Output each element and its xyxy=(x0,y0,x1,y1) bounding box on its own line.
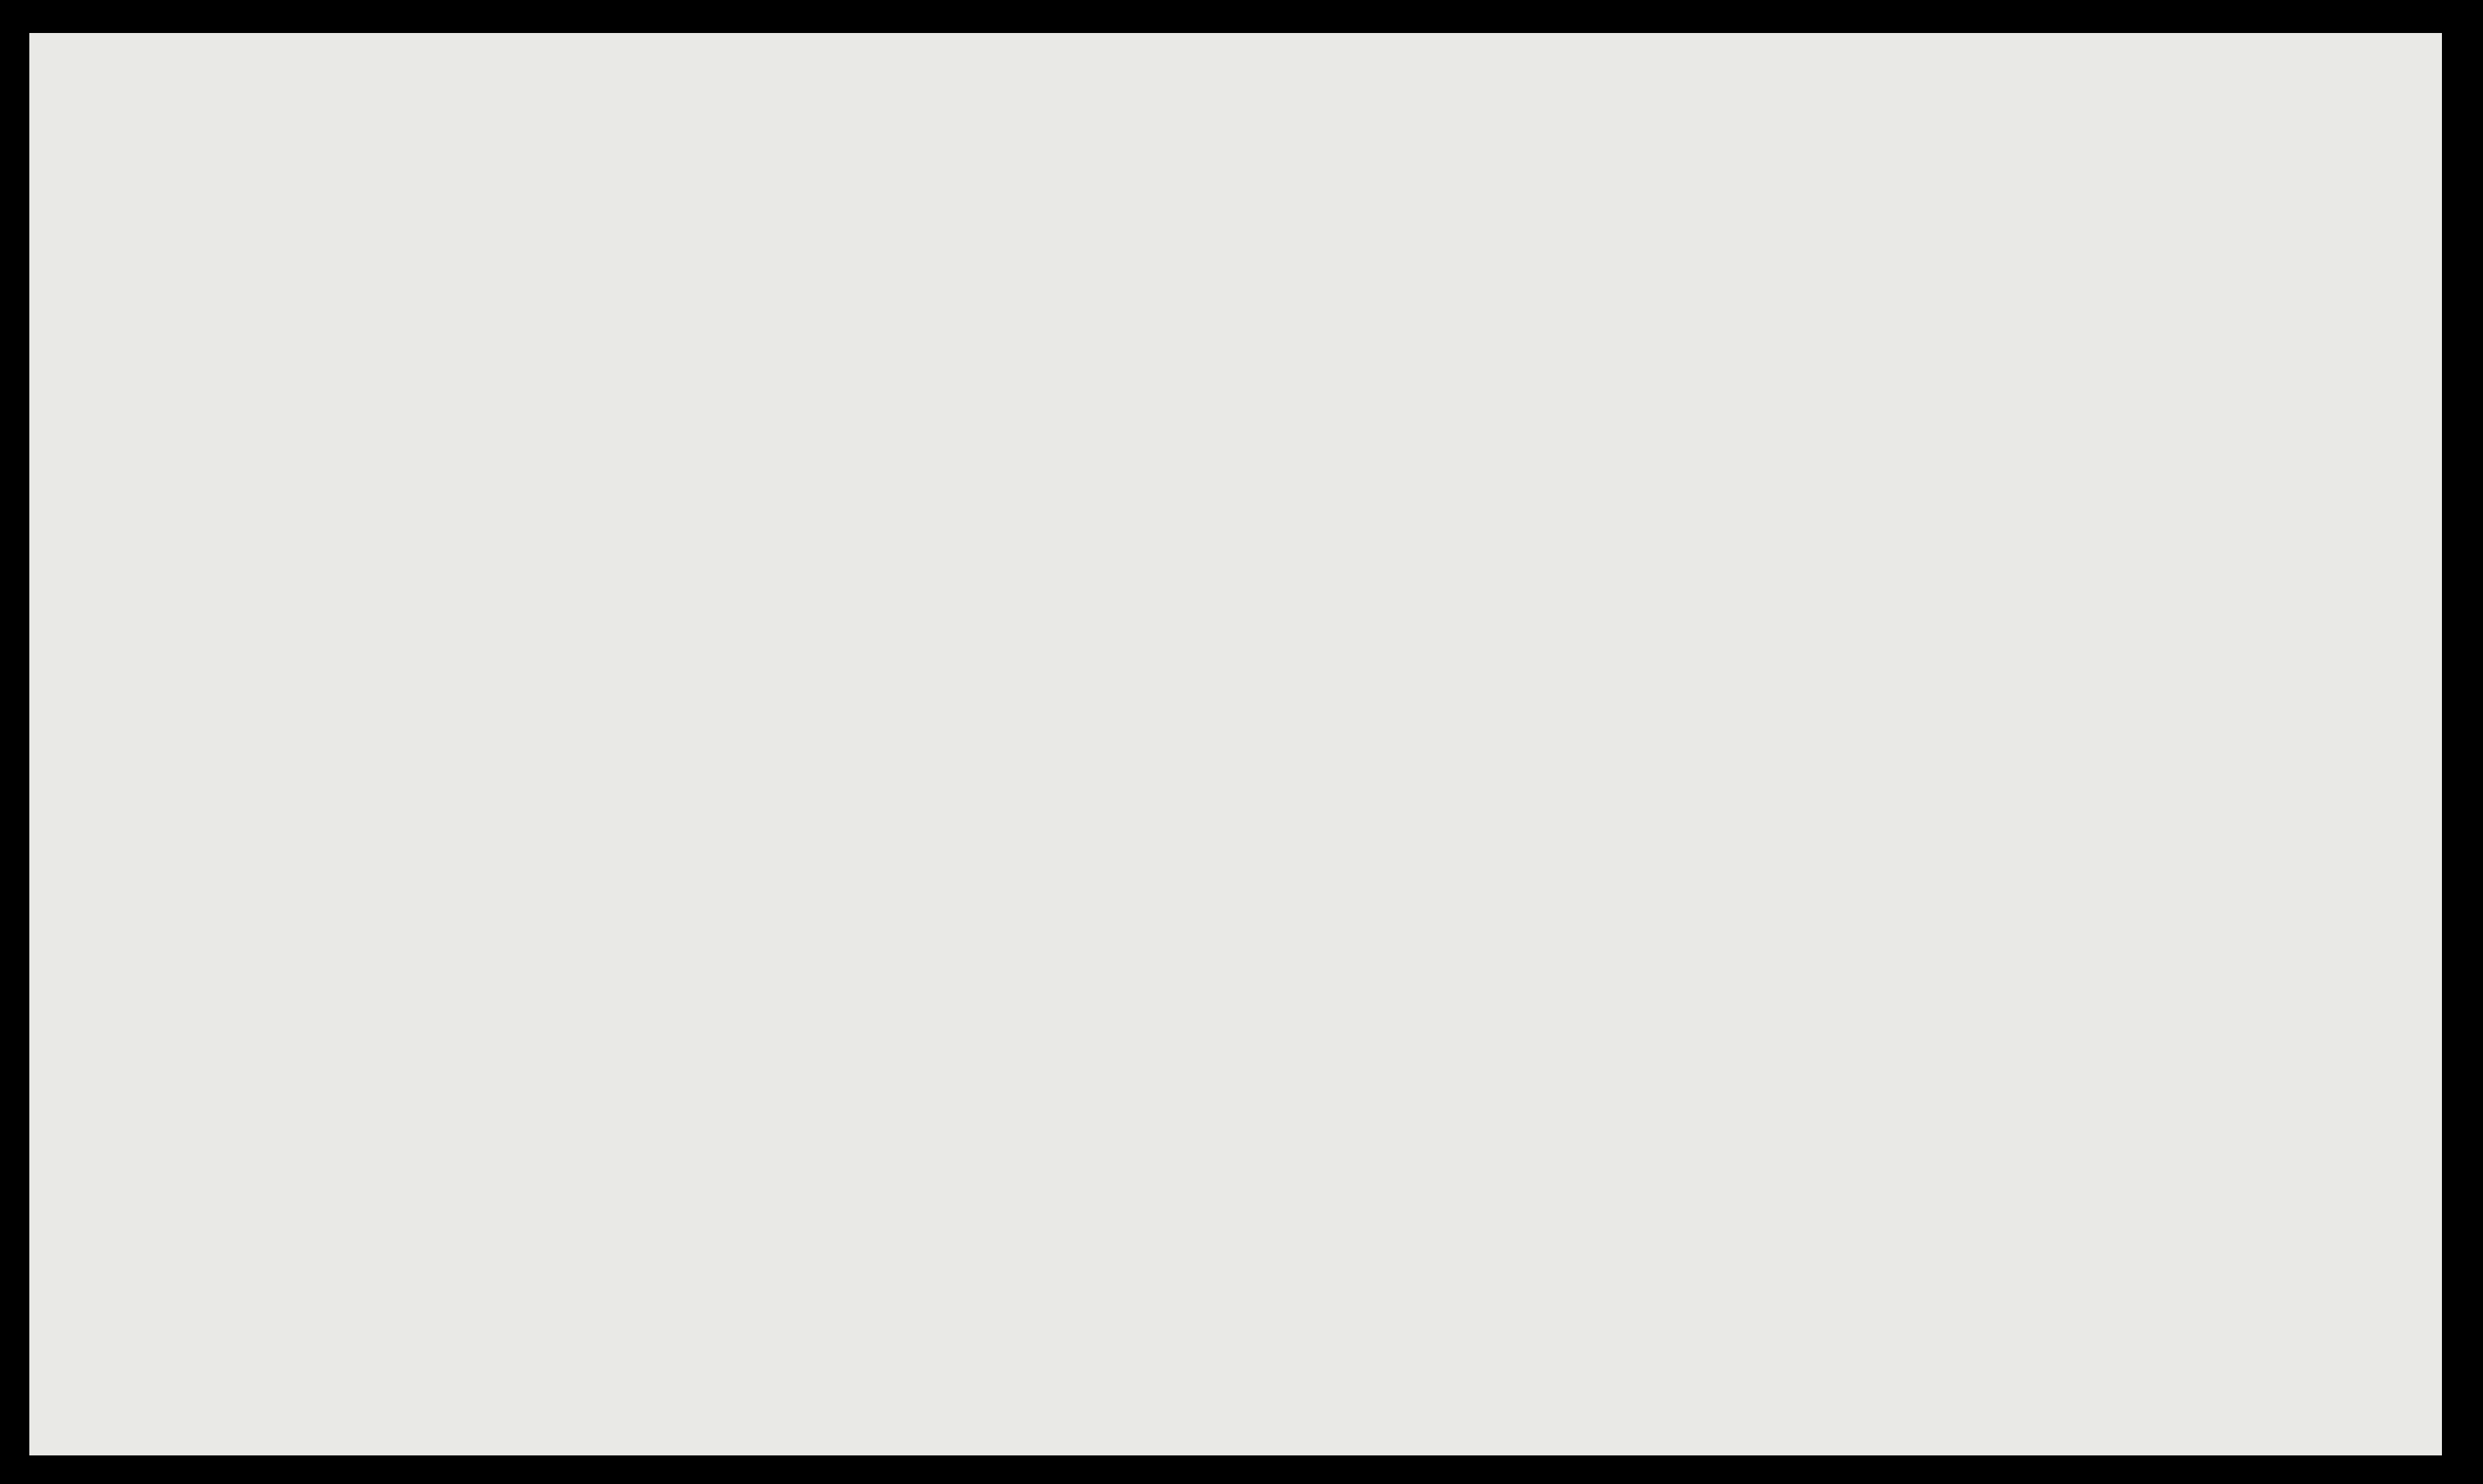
census-form-sheet xyxy=(29,33,2442,1455)
